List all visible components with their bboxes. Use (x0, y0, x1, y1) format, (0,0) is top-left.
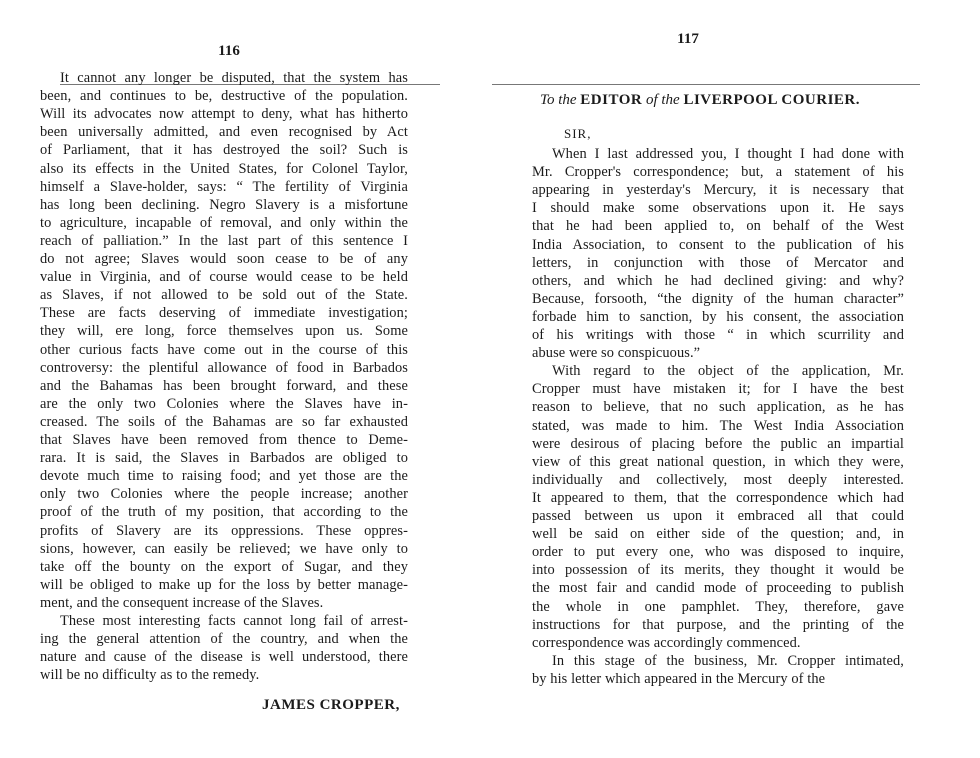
text-line: devote much time to raising food; and yet those are the (40, 468, 408, 485)
salutation: SIR, (564, 126, 592, 141)
text-line: correspondence was accordingly commenced. (532, 634, 801, 651)
text-line: the most fair and candid mode of proceeding to publish (532, 580, 904, 597)
signature: JAMES CROPPER, (262, 697, 400, 713)
text-line: appearing in yesterday's Mercury, it is necessary that (532, 182, 904, 199)
text-line: proof of the truth of my position, that according to the (40, 504, 408, 521)
text-line: I should make some observations upon it. He says (532, 200, 904, 217)
text-line: that he had been applied to, on behalf of the West (532, 218, 904, 235)
text-line: the whole in one pamphlet. They, therefore, gave (532, 598, 904, 615)
text-line: of Parliament, that it has destroyed the soil? Such is (40, 142, 408, 159)
text-line: individually and collectively, most deeply interested. (532, 471, 904, 488)
text-line: controversy: the plentiful allowance of food in Barbados (40, 359, 408, 376)
text-line: reach of palliation.” In the last part of this sentence I (40, 232, 408, 249)
text-line: that Slaves have been removed from thence to Deme- (40, 432, 408, 448)
text-line: instructions for that purpose, and the printing of the (532, 616, 904, 633)
heading-prefix: To the (540, 92, 577, 108)
text-line: In this stage of the business, Mr. Cropper intimated, (552, 652, 904, 669)
page-number: 117 (677, 31, 699, 47)
text-line: ment, and the consequent increase of the Slaves. (40, 594, 324, 611)
text-line: were desirous of placing before the public an impartial (532, 435, 904, 452)
text-line: been, and continues to be, destructive of the population. (40, 88, 408, 105)
text-line: into possession of its merits, they thought it would be (532, 562, 904, 579)
header-rule (492, 84, 920, 85)
text-line: order to put every one, who was disposed to inquire, (532, 544, 904, 561)
text-line: as Slaves, if not allowed to be sold out of the State. (40, 287, 408, 304)
text-line: value in Virginia, and of course would cease to be held (40, 269, 408, 286)
text-line: Cropper must have mistaken it; for I have the best (532, 381, 904, 398)
text-line: India Association, to consent to the publication of his (532, 236, 904, 253)
text-line: sions, however, can easily be relieved; we have only to (40, 540, 408, 557)
text-line: abuse were so conspicuous.” (532, 345, 701, 362)
text-line: well be said on either side of the question; and, in (532, 526, 904, 543)
text-line: been universally admitted, and even recognised by Act (40, 124, 408, 141)
text-line: It appeared to them, that the correspondence which had (532, 489, 904, 506)
text-line: and the Bahamas has been brought forward, and these (40, 377, 408, 394)
text-line: Because, forsooth, “the dignity of the human character” (532, 290, 904, 307)
text-line: view of this great national question, in which they were, (532, 453, 904, 470)
text-line: to agriculture, incapable of removal, and only within the (40, 214, 408, 231)
text-line: It cannot any longer be disputed, that the system has (60, 70, 408, 86)
text-line: forbade him to sanction, by his consent, the association (532, 308, 904, 325)
page-number: 116 (218, 43, 240, 59)
text-line: also its effects in the United States, for Colonel Taylor, (40, 160, 408, 177)
heading-paper: LIVERPOOL COURIER. (683, 92, 860, 108)
text-line: profits of Slavery are its oppressions. These oppres- (40, 522, 408, 539)
text-line: are the only two Colonies where the Slaves have in- (40, 395, 408, 412)
text-line: they will, ere long, force themselves upon us. Some (40, 323, 408, 340)
text-line: only two Colonies where the people increase; another (40, 486, 408, 503)
text-line: himself a Slave-holder, says: “ The fertility of Virginia (40, 178, 408, 195)
text-line: do not agree; Slaves would soon cease to be of any (40, 251, 408, 267)
text-line: passed between us upon it embraced all that could (532, 508, 904, 524)
heading-editor: EDITOR (580, 92, 643, 108)
text-line: other curious facts have come out in the course of this (40, 341, 408, 358)
text-line: of his writings with those “ in which scurrility and (532, 327, 904, 343)
text-line: These most interesting facts cannot long fail of arrest- (60, 613, 408, 629)
text-line: others, and which he had declined giving: and why? (532, 272, 904, 289)
text-line: by his letter which appeared in the Mercury of the (532, 670, 826, 687)
text-line: ing the general attention of the country, and when the (40, 631, 408, 648)
text-line: rara. It is said, the Slaves in Barbados are obliged to (40, 450, 408, 467)
text-line: nature and cause of the disease is well understood, there (40, 649, 408, 666)
text-line: take off the bounty on the export of Sugar, and they (40, 558, 408, 575)
text-line: When I last addressed you, I thought I had done with (552, 146, 904, 162)
text-line: reason to believe, that no such application, as he has (532, 399, 904, 416)
left-page (40, 0, 410, 758)
text-line: Mr. Cropper's correspondence; but, a statement of his (532, 164, 904, 181)
text-line: has long been declining. Negro Slavery is a misfortune (40, 196, 408, 213)
text-line: will be no difficulty as to the remedy. (40, 667, 260, 684)
text-line: creased. The soils of the Bahamas are so far exhausted (40, 413, 408, 430)
heading-of: of the (645, 92, 680, 108)
text-line: stated, was made to him. The West India Association (532, 417, 904, 434)
text-line: will be obliged to make up for the loss by better manage- (40, 576, 408, 593)
right-page (532, 0, 904, 758)
text-line: These are facts deserving of immediate investigation; (40, 305, 408, 322)
text-line: letters, in conjunction with those of Mercator and (532, 254, 904, 271)
text-line: With regard to the object of the application, Mr. (552, 363, 904, 380)
letter-heading (540, 92, 860, 109)
text-line: Will its advocates now attempt to deny, what has hitherto (40, 106, 408, 123)
